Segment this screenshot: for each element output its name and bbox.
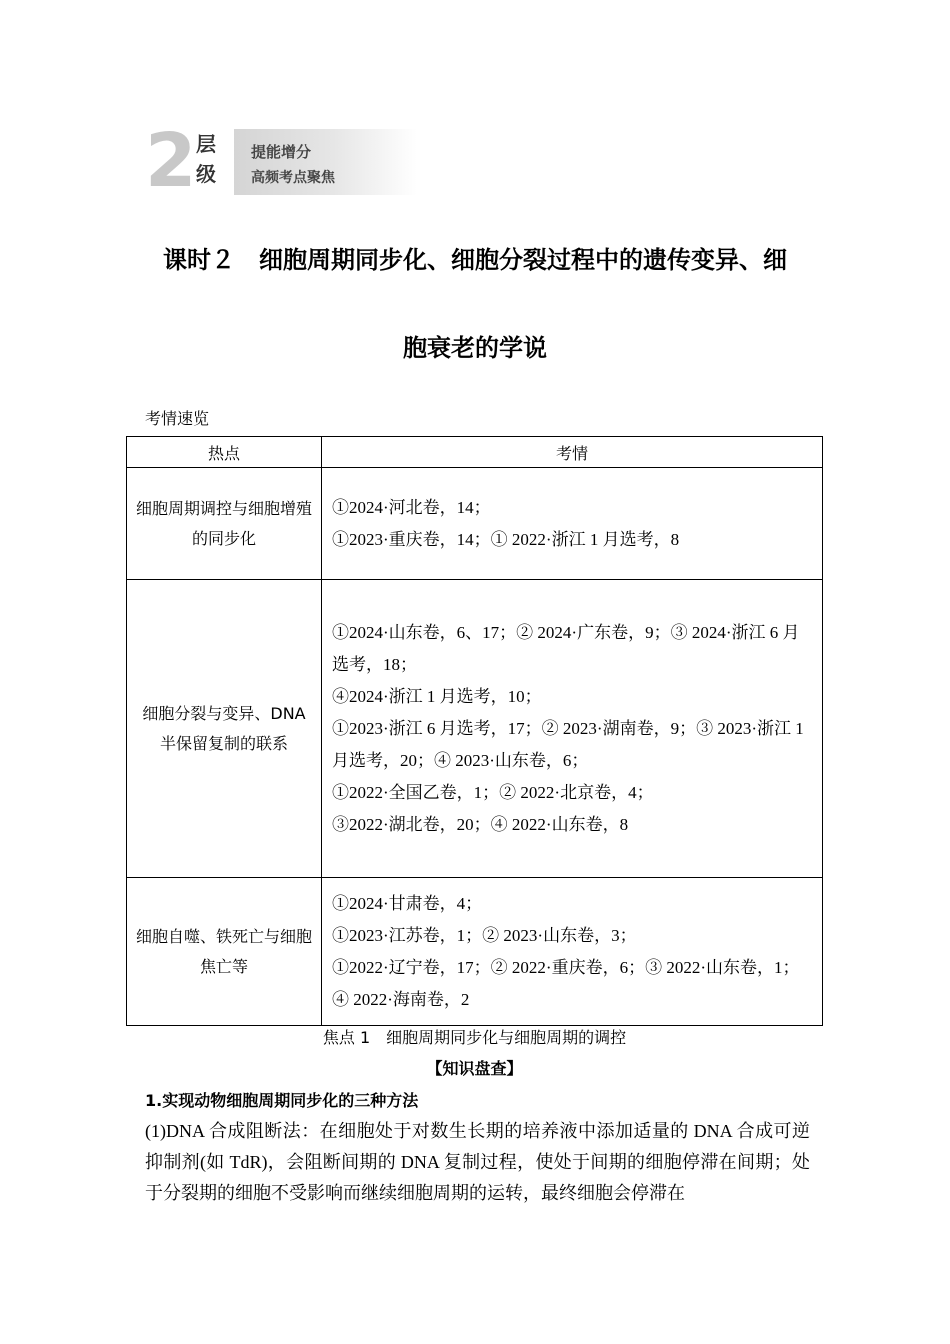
exam-line: ①2024·甘肃卷，4；	[332, 893, 483, 913]
banner-line-2: 高频考点聚焦	[251, 170, 335, 186]
table-row	[127, 580, 823, 878]
exam-line: ①2024·山东卷，6、17；② 2024·广东卷，9；③ 2024·浙江 6 月选考，18；	[332, 622, 800, 674]
level-char-1: 层	[196, 132, 216, 156]
knowledge-title: 【知识盘查】	[426, 1059, 523, 1078]
hot-cell: 细胞自噬、铁死亡与细胞焦亡等	[127, 878, 322, 1026]
level-number: 2	[145, 118, 197, 204]
banner-divider	[231, 129, 234, 195]
body-paragraph: (1)DNA 合成阻断法：在细胞处于对数生长期的培养液中添加适量的 DNA 合成可逆抑制剂(如 TdR)，会阻断间期的 DNA 复制过程，使处于间期的细胞停滞在间期；处于分裂期的细胞不受影响而继续细胞周期的运转，最终细胞会停滞在	[145, 1121, 810, 1203]
exam-line: ①2023·浙江 6 月选考，17；② 2023·湖南卷，9；③ 2023·浙江 1 月选考，20；④ 2023·山东卷，6；	[332, 718, 804, 770]
exam-line: ①2022·全国乙卷，1；② 2022·北京卷，4；	[332, 782, 654, 802]
level-label	[189, 129, 223, 189]
header-exam: 考情	[322, 437, 823, 468]
table-header-row	[127, 437, 823, 468]
banner-line-1: 提能增分	[251, 143, 312, 161]
exam-line: ①2022·辽宁卷，17；② 2022·重庆卷，6；③ 2022·山东卷，1；④ 2022·海南卷，2	[332, 957, 800, 1009]
exam-cell	[322, 580, 823, 878]
exam-overview-table	[126, 436, 823, 1026]
table-row	[127, 468, 823, 580]
exam-line: ①2024·河北卷，14；	[332, 497, 491, 517]
header-hot: 热点	[127, 437, 322, 468]
exam-cell	[322, 878, 823, 1026]
level-char-2: 级	[196, 162, 216, 186]
lesson-title-line-2: 胞衰老的学说	[403, 334, 547, 362]
exam-line: ④2024·浙江 1 月选考，10；	[332, 686, 542, 706]
focus-title: 焦点 1 细胞周期同步化与细胞周期的调控	[322, 1028, 627, 1047]
level-banner	[145, 118, 420, 204]
hot-cell: 细胞周期调控与细胞增殖的同步化	[127, 468, 322, 580]
hot-cell: 细胞分裂与变异、DNA 半保留复制的联系	[127, 580, 322, 878]
exam-line: ①2023·江苏卷，1；② 2023·山东卷，3；	[332, 925, 637, 945]
exam-cell	[322, 468, 823, 580]
lesson-title-line-1: 课时２ 细胞周期同步化、细胞分裂过程中的遗传变异、细	[163, 246, 787, 274]
overview-label: 考情速览	[145, 409, 210, 428]
exam-line: ①2023·重庆卷，14；① 2022·浙江 1 月选考，8	[332, 529, 680, 549]
section-heading: 1.实现动物细胞周期同步化的三种方法	[145, 1091, 419, 1110]
table-row	[127, 878, 823, 1026]
exam-line: ③2022·湖北卷，20；④ 2022·山东卷，8	[332, 814, 629, 834]
